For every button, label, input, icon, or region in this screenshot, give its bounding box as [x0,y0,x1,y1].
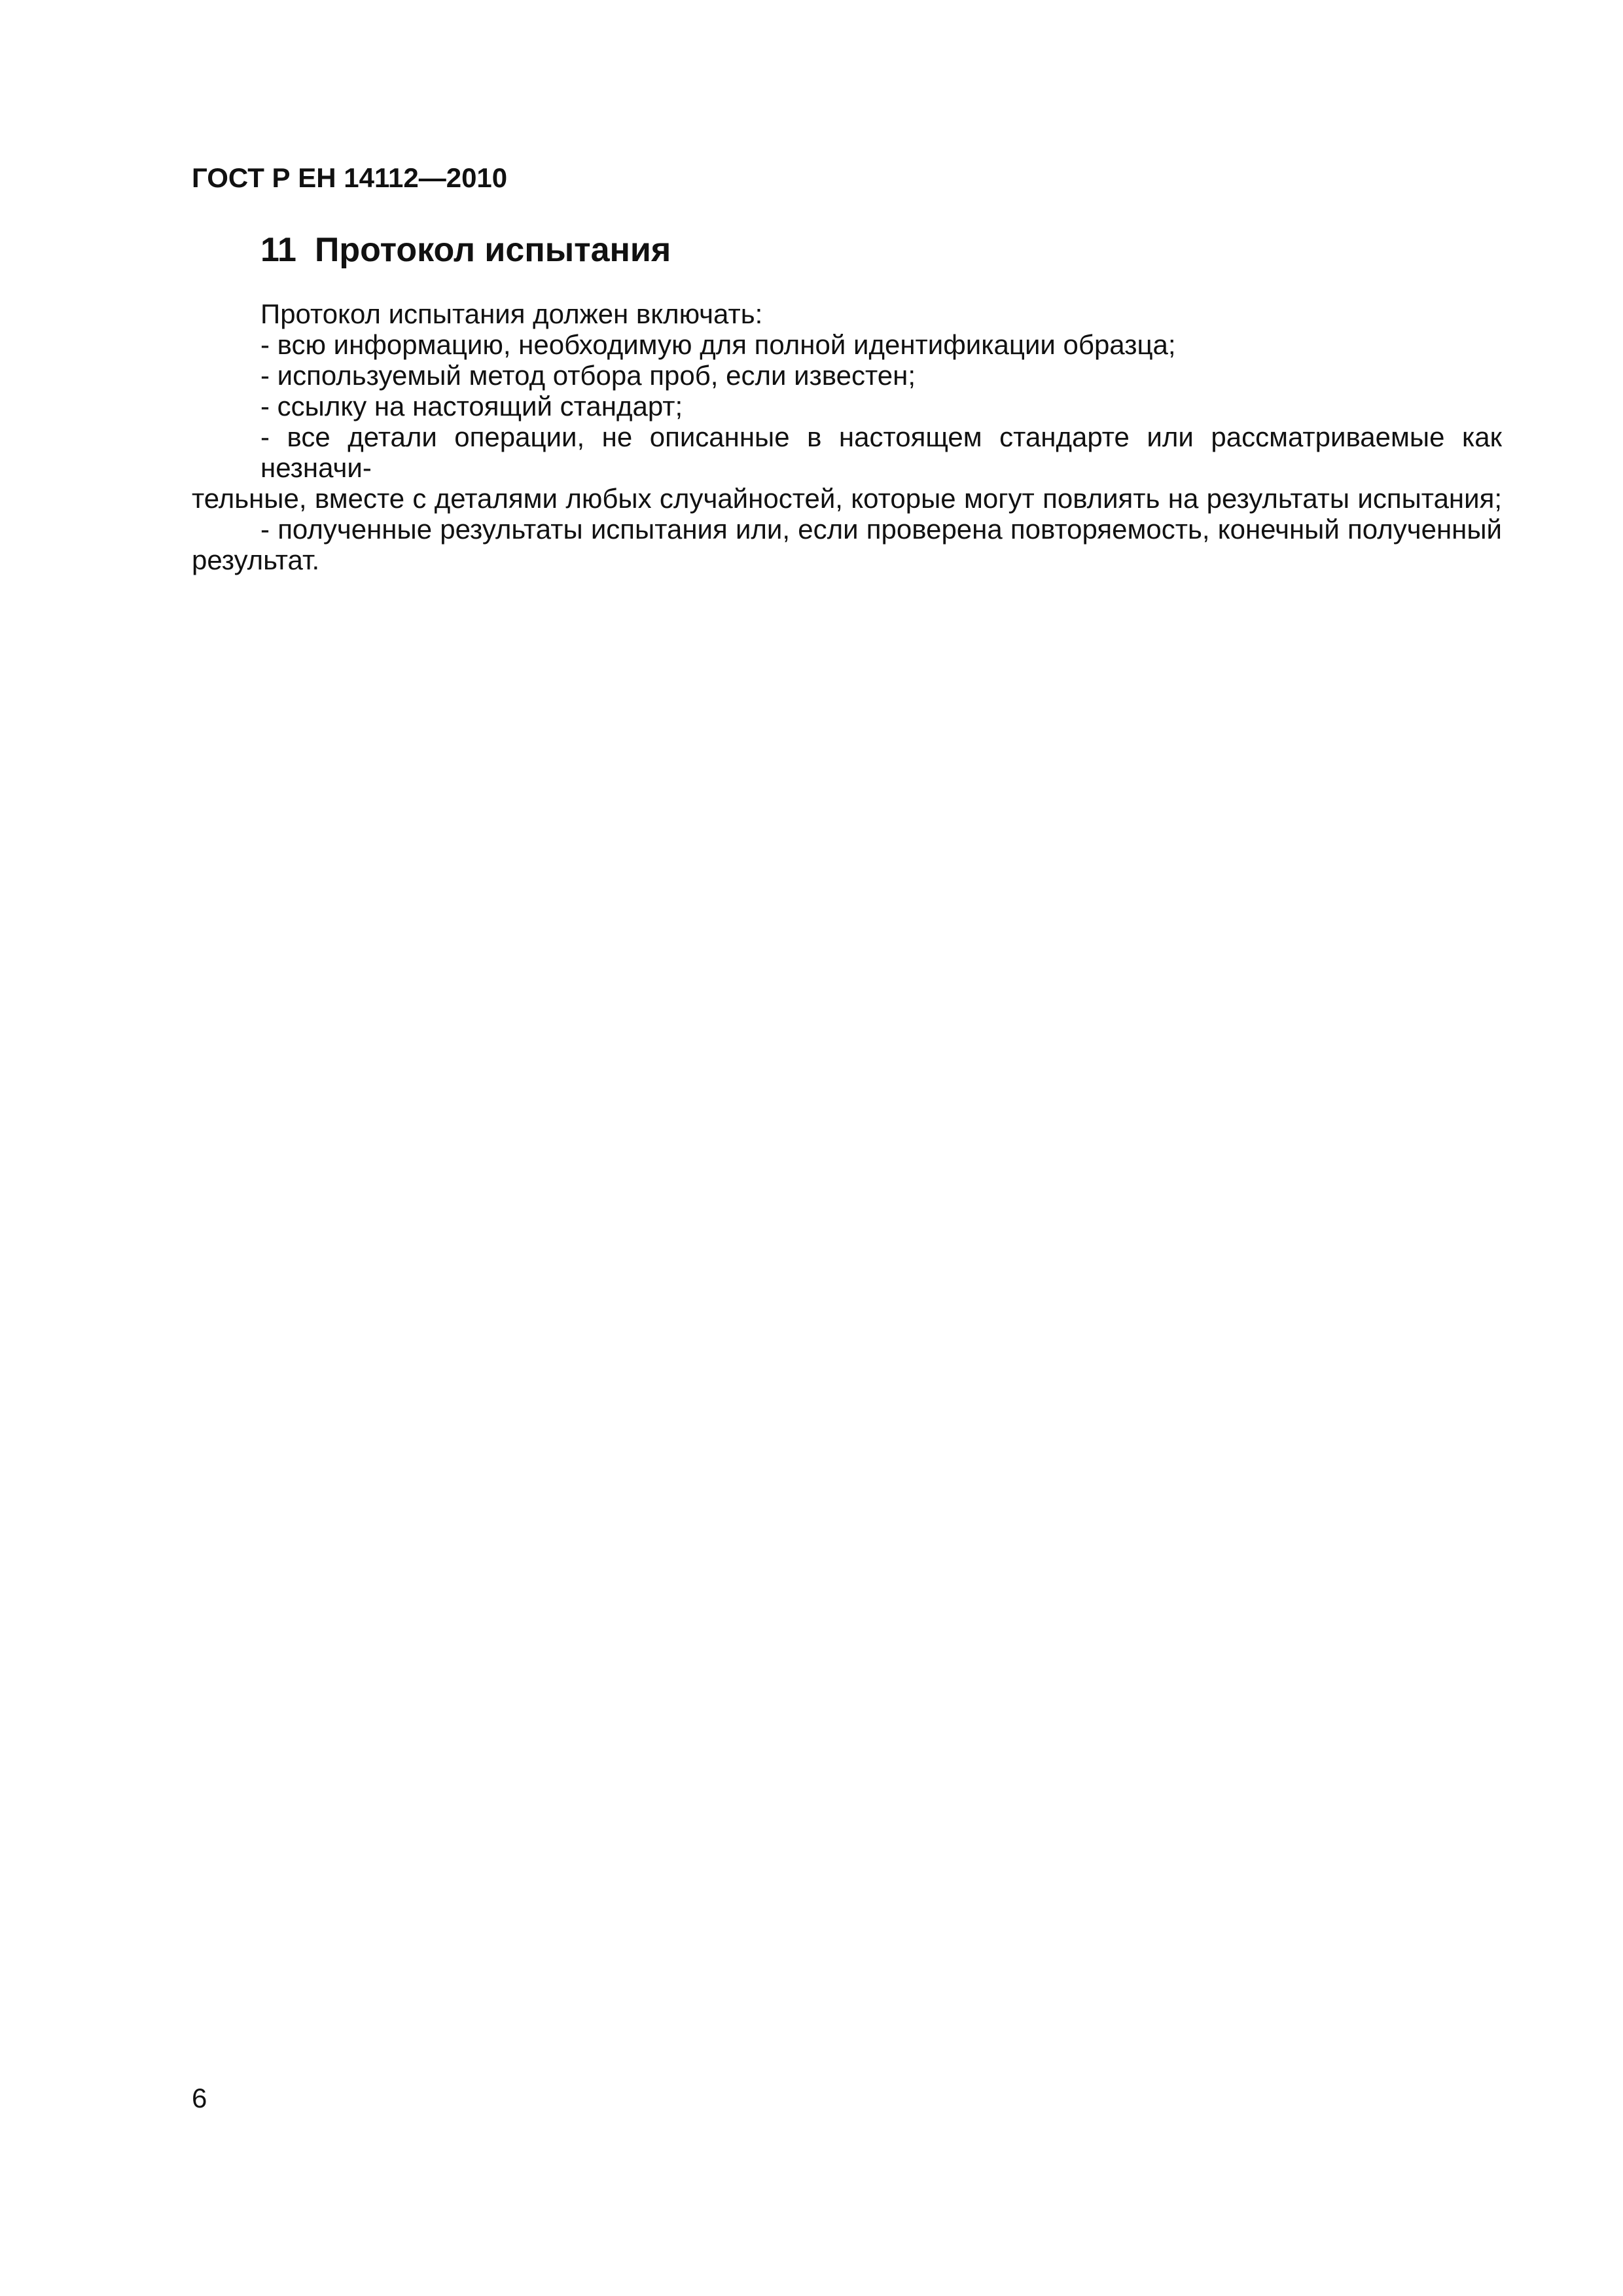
section-heading [260,229,671,271]
section-title-text: Протокол испытания [314,231,671,269]
section-number: 11 [260,231,296,269]
section-body [192,298,1502,575]
list-item: - полученные результаты испытания или, если проверена повторяемость, конечный полученный [260,514,1502,545]
list-item: - используемый метод отбора проб, если известен; [260,360,916,391]
list-item-continuation: тельные, вместе с деталями любых случайностей, которые могут повлиять на результаты испытания; [192,483,1502,514]
list-item: - ссылку на настоящий стандарт; [260,391,683,422]
list-item: - всю информацию, необходимую для полной идентификации образца; [260,329,1176,360]
list-item: - все детали операции, не описанные в настоящем стандарте или рассматриваемые как незначи- [260,422,1502,483]
body-intro: Протокол испытания должен включать: [260,298,763,329]
page-number: 6 [192,2083,207,2113]
list-item-continuation: результат. [192,545,320,575]
document-code-header: ГОСТ Р ЕН 14112—2010 [192,162,508,193]
